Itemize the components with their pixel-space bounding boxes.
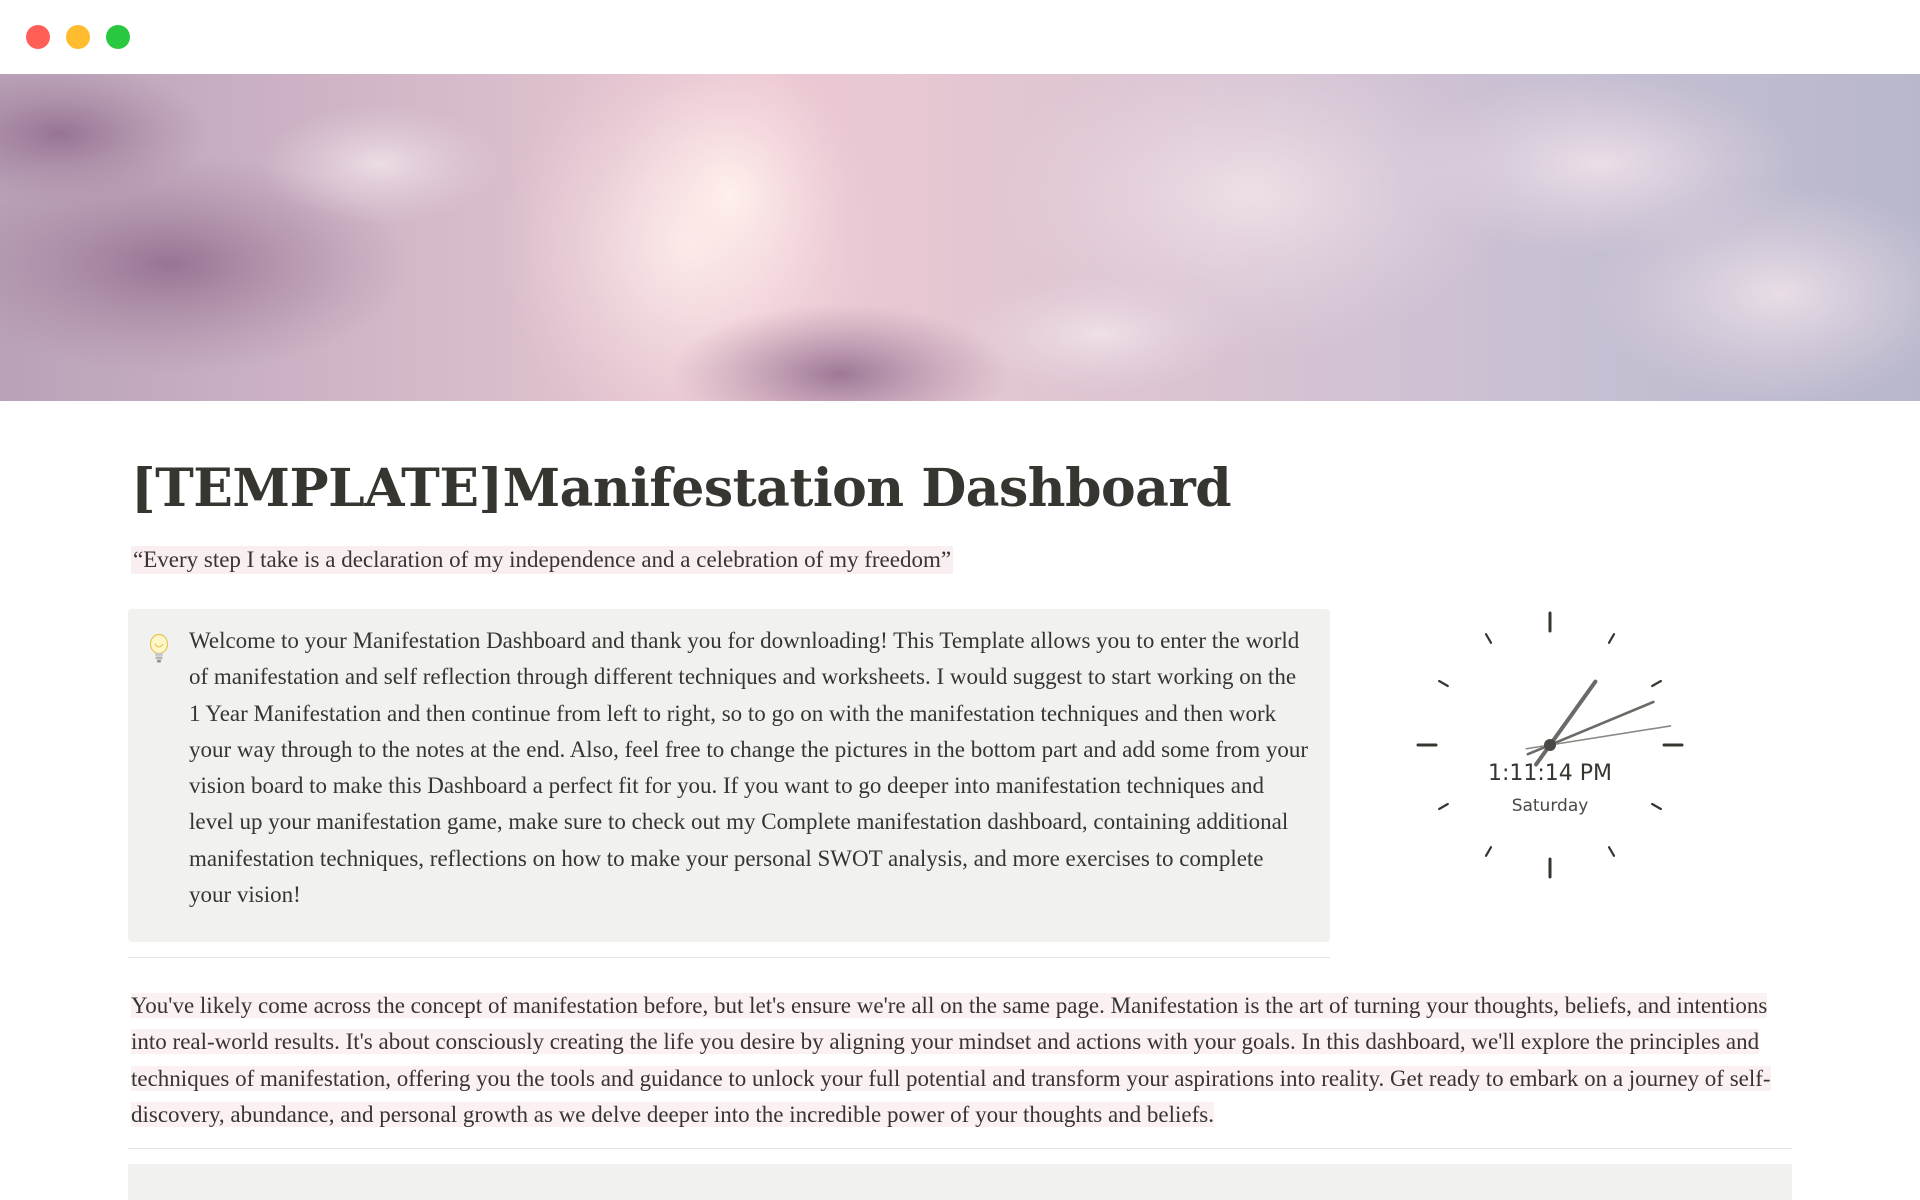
clock-hands (1526, 682, 1670, 765)
clock-day: Saturday (1511, 796, 1589, 816)
close-window-button[interactable] (26, 25, 50, 49)
quote-text: “Every step I take is a declaration of my independence and a celebration of my freedom” (133, 547, 952, 572)
next-block (128, 1164, 1792, 1200)
intro-paragraph[interactable] (131, 988, 1771, 1133)
intro-text: You've likely come across the concept of manifestation before, but let's ensure we're all on the same page. Manifestation is the art of turning your thoughts, beliefs, and intentions into real-world results. It's about consciously creating the life you desire by aligning your mindset and actions with your goals. In this dashboard, we'll explore the principles and techniques of manifestation, offering you the tools and guidance to unlock your full potential and transform your aspirations into reality. Get ready to embark on a journey of self-discovery, abundance, and personal growth as we delve deeper into the incredible power of your thoughts and beliefs. (131, 993, 1771, 1127)
divider (128, 1148, 1792, 1149)
maximize-window-button[interactable] (106, 25, 130, 49)
page-title[interactable]: [TEMPLATE]Manifestation Dashboard (131, 458, 1232, 519)
hour-hand (1536, 682, 1595, 765)
clock-tick (1652, 681, 1661, 686)
clock-tick (1609, 847, 1614, 856)
clock-tick (1439, 681, 1448, 686)
clock-widget (1405, 605, 1695, 885)
title-bar (0, 0, 1920, 74)
clock-time: 1:11:14 PM (1487, 761, 1613, 786)
clock-center (1544, 739, 1556, 751)
lightbulb-icon (148, 633, 170, 667)
clock-tick (1486, 634, 1491, 643)
cover-image[interactable] (0, 74, 1920, 401)
minimize-window-button[interactable] (66, 25, 90, 49)
callout-text[interactable]: Welcome to your Manifestation Dashboard and thank you for downloading! This Template allows you to enter the world of manifestation and self reflection through different techniques and worksheets. I would suggest to start working on the 1 Year Manifestation and then continue from left to right, so to go on with the manifestation techniques and then work your way through to the notes at the end. Also, feel free to change the pictures in the bottom part and add some from your vision board to make this Dashboard a perfect fit for you. If you want to go deeper into manifestation techniques and level up your manifestation game, make sure to check out my Complete manifestation dashboard, containing additional manifestation techniques, reflections on how to make your personal SWOT analysis, and more exercises to complete your vision! (189, 628, 1309, 908)
divider (128, 957, 1330, 958)
clock-tick (1609, 634, 1614, 643)
welcome-callout[interactable] (128, 609, 1330, 942)
clock-tick (1486, 847, 1491, 856)
